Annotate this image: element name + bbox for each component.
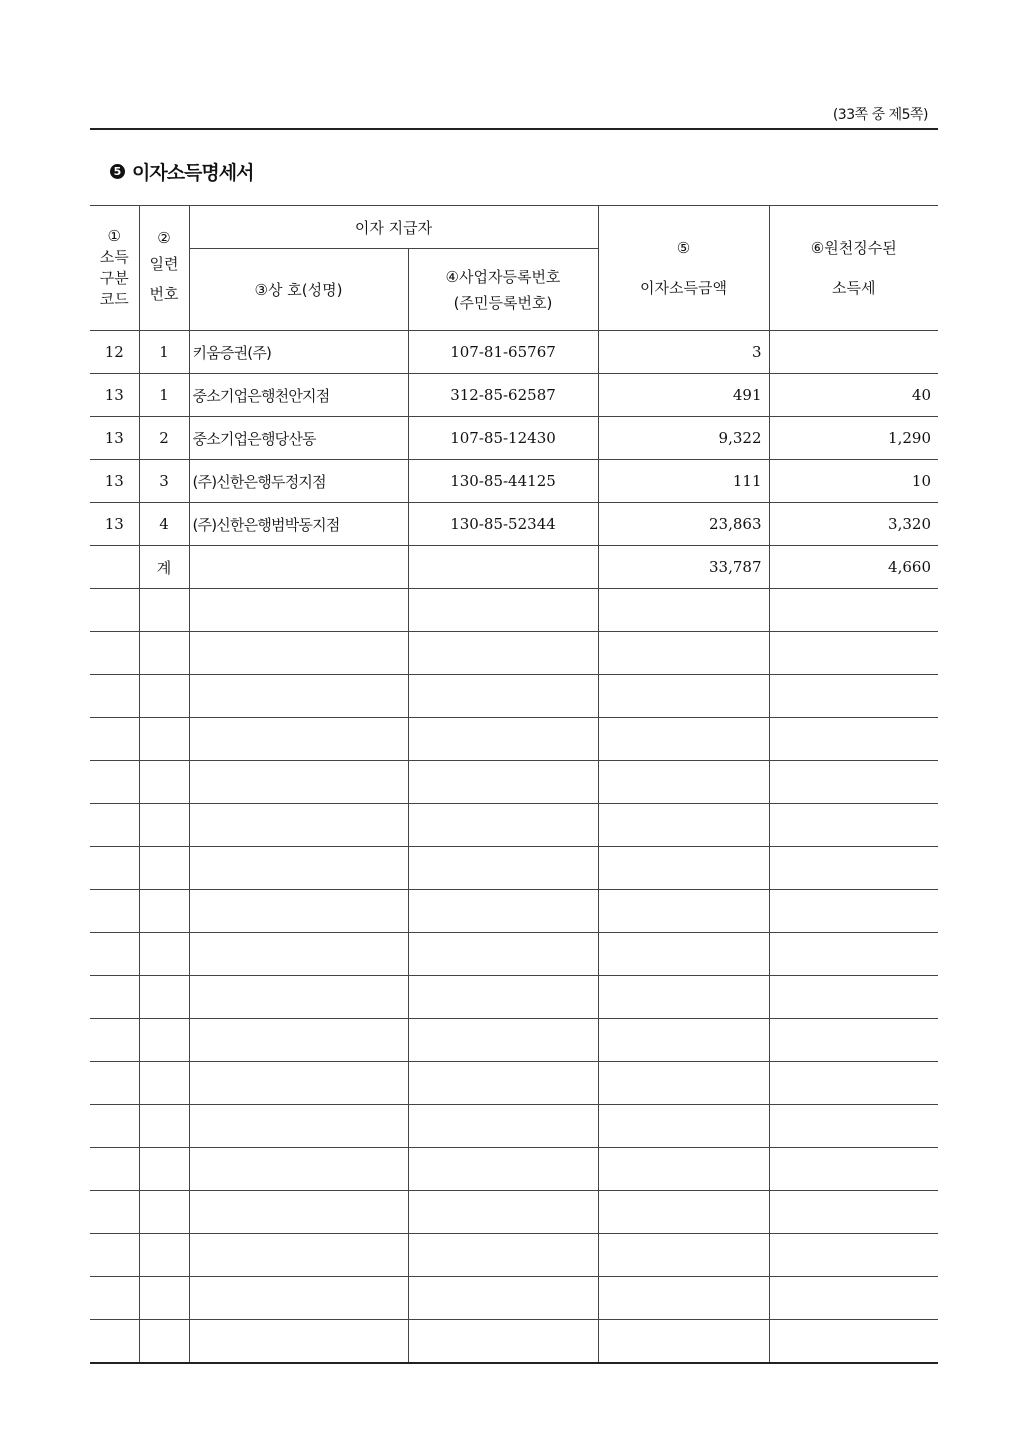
table-row: 13 1 중소기업은행천안지점 312-85-62587 491 40 [90, 374, 938, 417]
empty-row [90, 589, 938, 632]
top-rule [90, 128, 938, 130]
empty-row [90, 804, 938, 847]
page-indicator: (33쪽 중 제5쪽) [832, 107, 928, 123]
empty-row [90, 890, 938, 933]
section-title-text: 이자소득명세서 [132, 162, 254, 184]
section-title [110, 158, 253, 185]
empty-row [90, 761, 938, 804]
header-serial-number: ② 일련 번호 [139, 206, 189, 331]
empty-row [90, 1019, 938, 1062]
empty-row [90, 1062, 938, 1105]
empty-row [90, 976, 938, 1019]
empty-row [90, 847, 938, 890]
empty-row [90, 1234, 938, 1277]
section-number-badge: 5 [110, 164, 125, 179]
empty-row [90, 1277, 938, 1320]
table-row: 13 2 중소기업은행당산동 107-85-12430 9,322 1,290 [90, 417, 938, 460]
empty-row [90, 1148, 938, 1191]
empty-row [90, 1191, 938, 1234]
empty-row [90, 1320, 938, 1364]
empty-row [90, 1105, 938, 1148]
header-payer-group: 이자 지급자 [189, 206, 598, 249]
interest-income-table [90, 205, 938, 1364]
total-row: 계 33,787 4,660 [90, 546, 938, 589]
empty-row [90, 718, 938, 761]
header-registration-number: ④사업자등록번호 (주민등록번호) [408, 249, 598, 331]
table-row: 13 3 (주)신한은행두정지점 130-85-44125 111 10 [90, 460, 938, 503]
header-withheld-tax: ⑥원천징수된 소득세 [769, 206, 938, 331]
table-row: 13 4 (주)신한은행범박동지점 130-85-52344 23,863 3,320 [90, 503, 938, 546]
empty-row [90, 675, 938, 718]
empty-row [90, 933, 938, 976]
header-interest-amount: ⑤ 이자소득금액 [598, 206, 769, 331]
empty-row [90, 632, 938, 675]
header-company-name: ③상 호(성명) [189, 249, 408, 331]
header-income-code: ① 소득 구분 코드 [90, 206, 139, 331]
table-row: 12 1 키움증권(주) 107-81-65767 3 [90, 331, 938, 374]
